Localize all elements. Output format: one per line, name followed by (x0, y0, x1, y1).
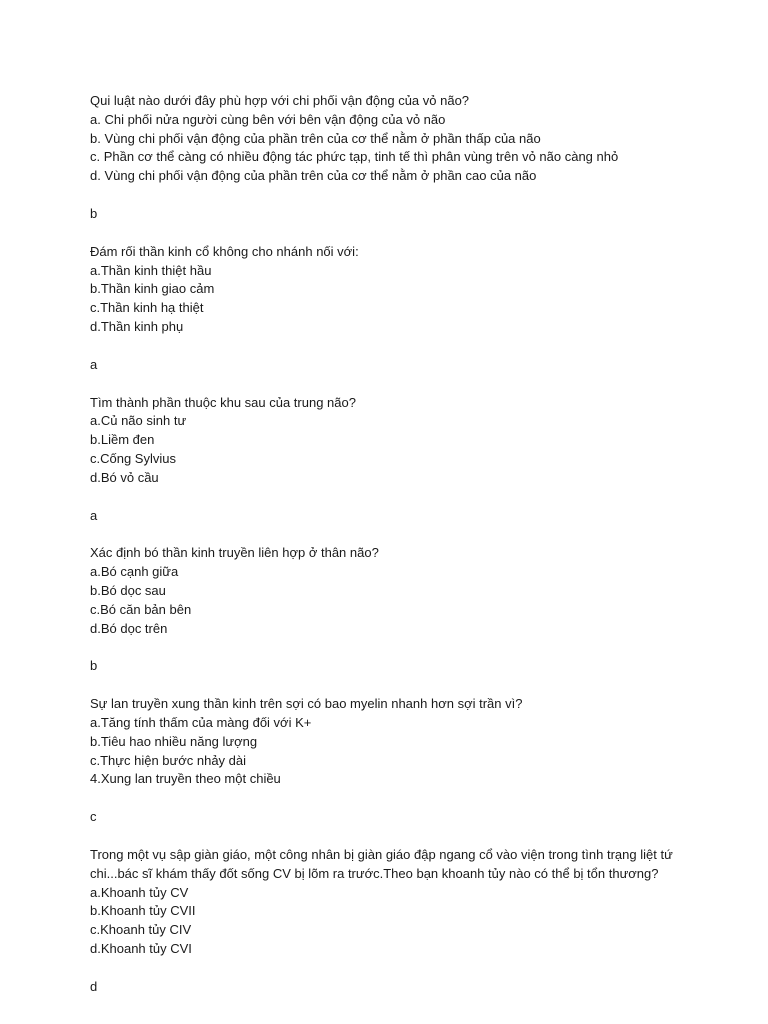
question-6 (90, 846, 684, 997)
option-a: a.Khoanh tủy CV (90, 884, 189, 900)
question-stem: Qui luật nào dưới đây phù hợp với chi phối vận động của vỏ não? (90, 93, 470, 108)
question-stem: Sự lan truyền xung thần kinh trên sợi có bao myelin nhanh hơn sợi trần vì? (90, 696, 523, 712)
option-a: a.Tăng tính thấm của màng đối với K+ (90, 714, 312, 730)
question-stem: Xác định bó thần kinh truyền liên hợp ở thân não? (90, 545, 379, 561)
option-b: b.Khoanh tủy CVII (90, 903, 196, 919)
answer: a (90, 507, 98, 523)
option-d: d.Bó vỏ cầu (90, 469, 159, 485)
option-c: c.Cống Sylvius (90, 450, 176, 466)
option-c: c.Thực hiện bước nhảy dài (90, 752, 247, 768)
option-d: d.Thần kinh phụ (90, 318, 184, 334)
option-b: b.Thần kinh giao cảm (90, 281, 215, 297)
option-b: b. Vùng chi phối vận động của phần trên của cơ thể nằm ở phần thấp của não (90, 130, 541, 146)
option-a: a.Bó cạnh giữa (90, 564, 179, 580)
question-2 (90, 243, 684, 375)
answer: c (90, 809, 97, 825)
option-d: d.Khoanh tủy CVI (90, 940, 192, 956)
option-d: 4.Xung lan truyền theo một chiều (90, 771, 281, 787)
question-5 (90, 695, 684, 827)
option-b: b.Tiêu hao nhiều năng lượng (90, 733, 258, 749)
question-stem: Trong một vụ sập giàn giáo, một công nhân bị giàn giáo đập ngang cổ vào viện trong tình trạng liệt tứ chi...bác sĩ khám thấy đốt sống CV bị lõm ra trước.Theo bạn khoanh tủy nào có thể bị tổn thương? (90, 846, 673, 881)
option-b: b.Bó dọc sau (90, 582, 166, 598)
option-a: a.Củ não sinh tư (90, 413, 187, 429)
question-3 (90, 394, 684, 526)
answer: b (90, 658, 98, 674)
option-c: c.Bó căn bản bên (90, 601, 192, 617)
option-a: a. Chi phối nửa người cùng bên với bên vận động của vỏ não (90, 111, 446, 127)
question-1 (90, 92, 684, 224)
question-stem: Đám rối thần kinh cổ không cho nhánh nối với: (90, 243, 359, 259)
question-stem: Tìm thành phần thuộc khu sau của trung não? (90, 394, 356, 410)
question-4 (90, 544, 684, 676)
answer: d (90, 978, 98, 994)
option-d: d.Bó dọc trên (90, 620, 168, 636)
answer: b (90, 205, 98, 221)
option-c: c. Phần cơ thể càng có nhiều động tác phức tạp, tinh tế thì phân vùng trên vỏ não càng nhỏ (90, 149, 619, 165)
option-d: d. Vùng chi phối vận động của phần trên của cơ thể nằm ở phần cao của não (90, 168, 537, 184)
answer: a (90, 356, 98, 372)
option-a: a.Thần kinh thiệt hầu (90, 262, 212, 278)
option-c: c.Thần kinh hạ thiệt (90, 300, 204, 316)
option-c: c.Khoanh tủy CIV (90, 922, 192, 938)
option-b: b.Liềm đen (90, 432, 155, 448)
